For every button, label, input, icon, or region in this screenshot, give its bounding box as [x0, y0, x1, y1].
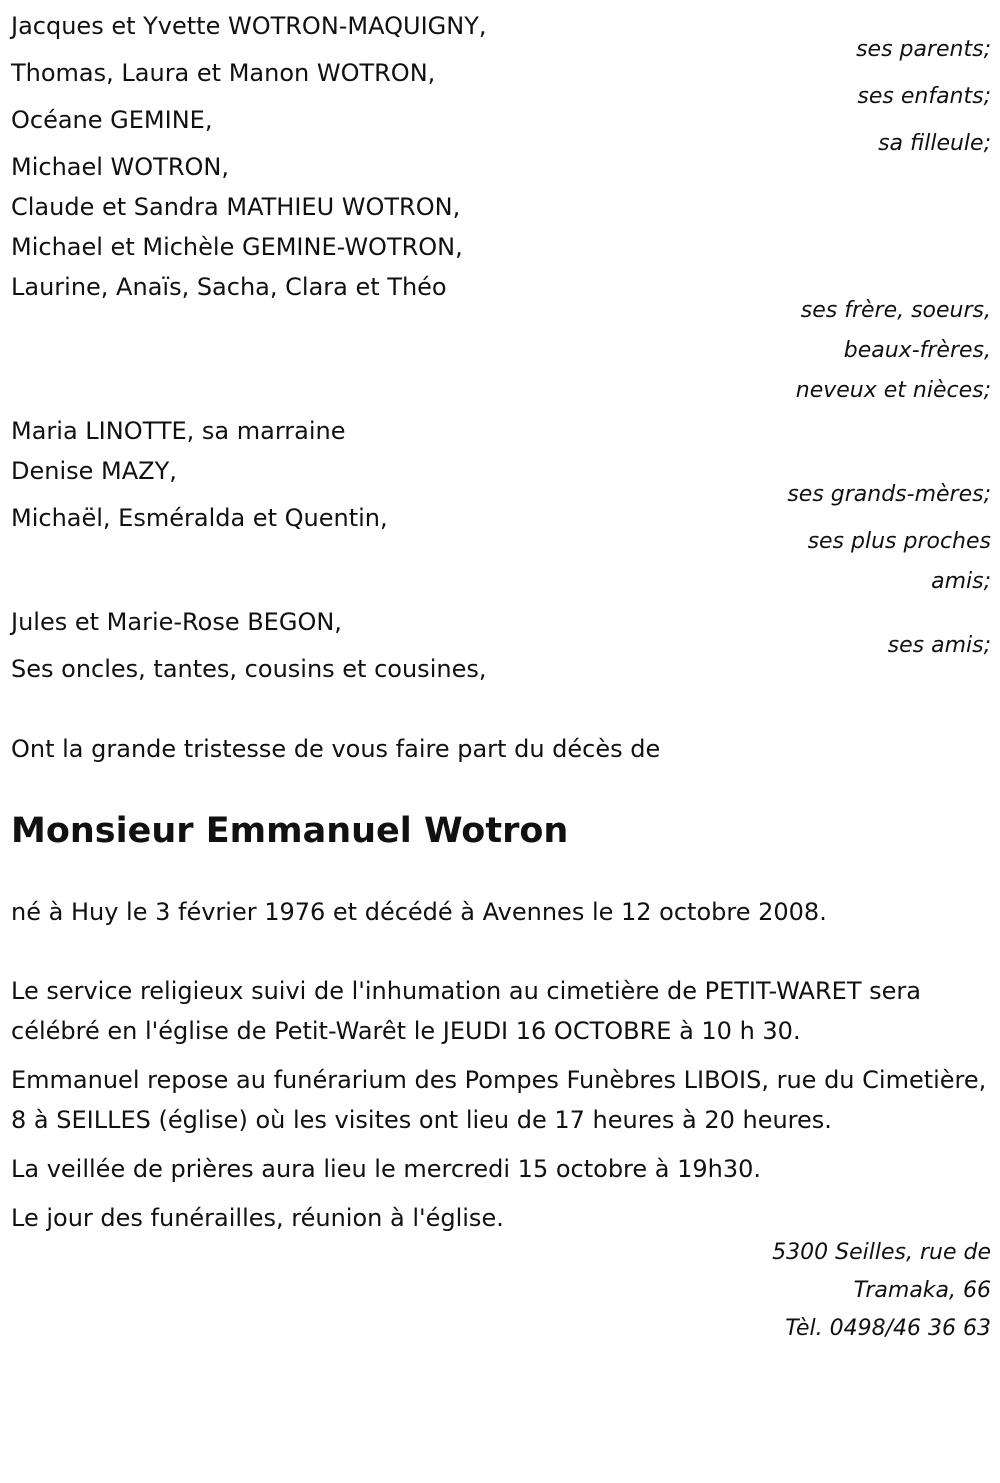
close-friends-names: Michaël, Esméralda et Quentin, — [11, 504, 388, 532]
friends-role: ses amis; — [887, 633, 991, 658]
sibling-line: Claude et Sandra MATHIEU WOTRON, — [11, 193, 461, 221]
sibling-line: Michael WOTRON, — [11, 153, 229, 181]
sibling-line: Michael et Michèle GEMINE-WOTRON, — [11, 233, 463, 261]
address-line: 5300 Seilles, rue de — [772, 1240, 991, 1265]
sibling-line: Laurine, Anaïs, Sacha, Clara et Théo — [11, 273, 447, 301]
deceased-name: Monsieur Emmanuel Wotron — [11, 811, 569, 851]
grandmother-line: Denise MAZY, — [11, 457, 177, 485]
children-role: ses enfants; — [857, 84, 991, 109]
funerarium-paragraph: Emmanuel repose au funérarium des Pompes Funèbres LIBOIS, rue du Cimetière, 8 à SEILLES (église) où les visites ont lieu de 17 heures à 20 heures. — [11, 1066, 987, 1134]
siblings-group — [11, 147, 991, 411]
parents-role: ses parents; — [856, 37, 991, 62]
parents-names: Jacques et Yvette WOTRON-MAQUIGNY, — [11, 12, 487, 40]
service-paragraph: Le service religieux suivi de l'inhumation au cimetière de PETIT-WARET sera célébré en l'église de Petit-Warêt le JEUDI 16 OCTOBRE à 10 h 30. — [11, 977, 921, 1045]
close-friends-role-line: ses plus proches — [807, 529, 991, 554]
announcement-intro: Ont la grande tristesse de vous faire part du décès de — [11, 735, 661, 763]
address-line: Tramaka, 66 — [853, 1278, 991, 1303]
siblings-role-line: ses frère, soeurs, — [800, 298, 991, 323]
goddaughter-role: sa filleule; — [878, 131, 991, 156]
grandmother-line: Maria LINOTTE, sa marraine — [11, 417, 346, 445]
siblings-role-line: beaux-frères, — [843, 338, 991, 363]
birth-death-line: né à Huy le 3 février 1976 et décédé à Avennes le 12 octobre 2008. — [11, 898, 827, 926]
grandmothers-role: ses grands-mères; — [787, 482, 991, 507]
obituary-notice — [11, 6, 991, 1348]
friends-names: Jules et Marie-Rose BEGON, — [11, 608, 342, 636]
siblings-role-line: neveux et nièces; — [795, 378, 991, 403]
relatives-line: Ses oncles, tantes, cousins et cousines, — [11, 655, 487, 683]
phone-line: Tèl. 0498/46 36 63 — [785, 1316, 991, 1341]
children-names: Thomas, Laura et Manon WOTRON, — [11, 59, 436, 87]
meeting-paragraph: Le jour des funérailles, réunion à l'église. — [11, 1204, 504, 1232]
goddaughter-name: Océane GEMINE, — [11, 106, 213, 134]
vigil-paragraph: La veillée de prières aura lieu le mercredi 15 octobre à 19h30. — [11, 1155, 762, 1183]
close-friends-role-line: amis; — [931, 569, 991, 594]
